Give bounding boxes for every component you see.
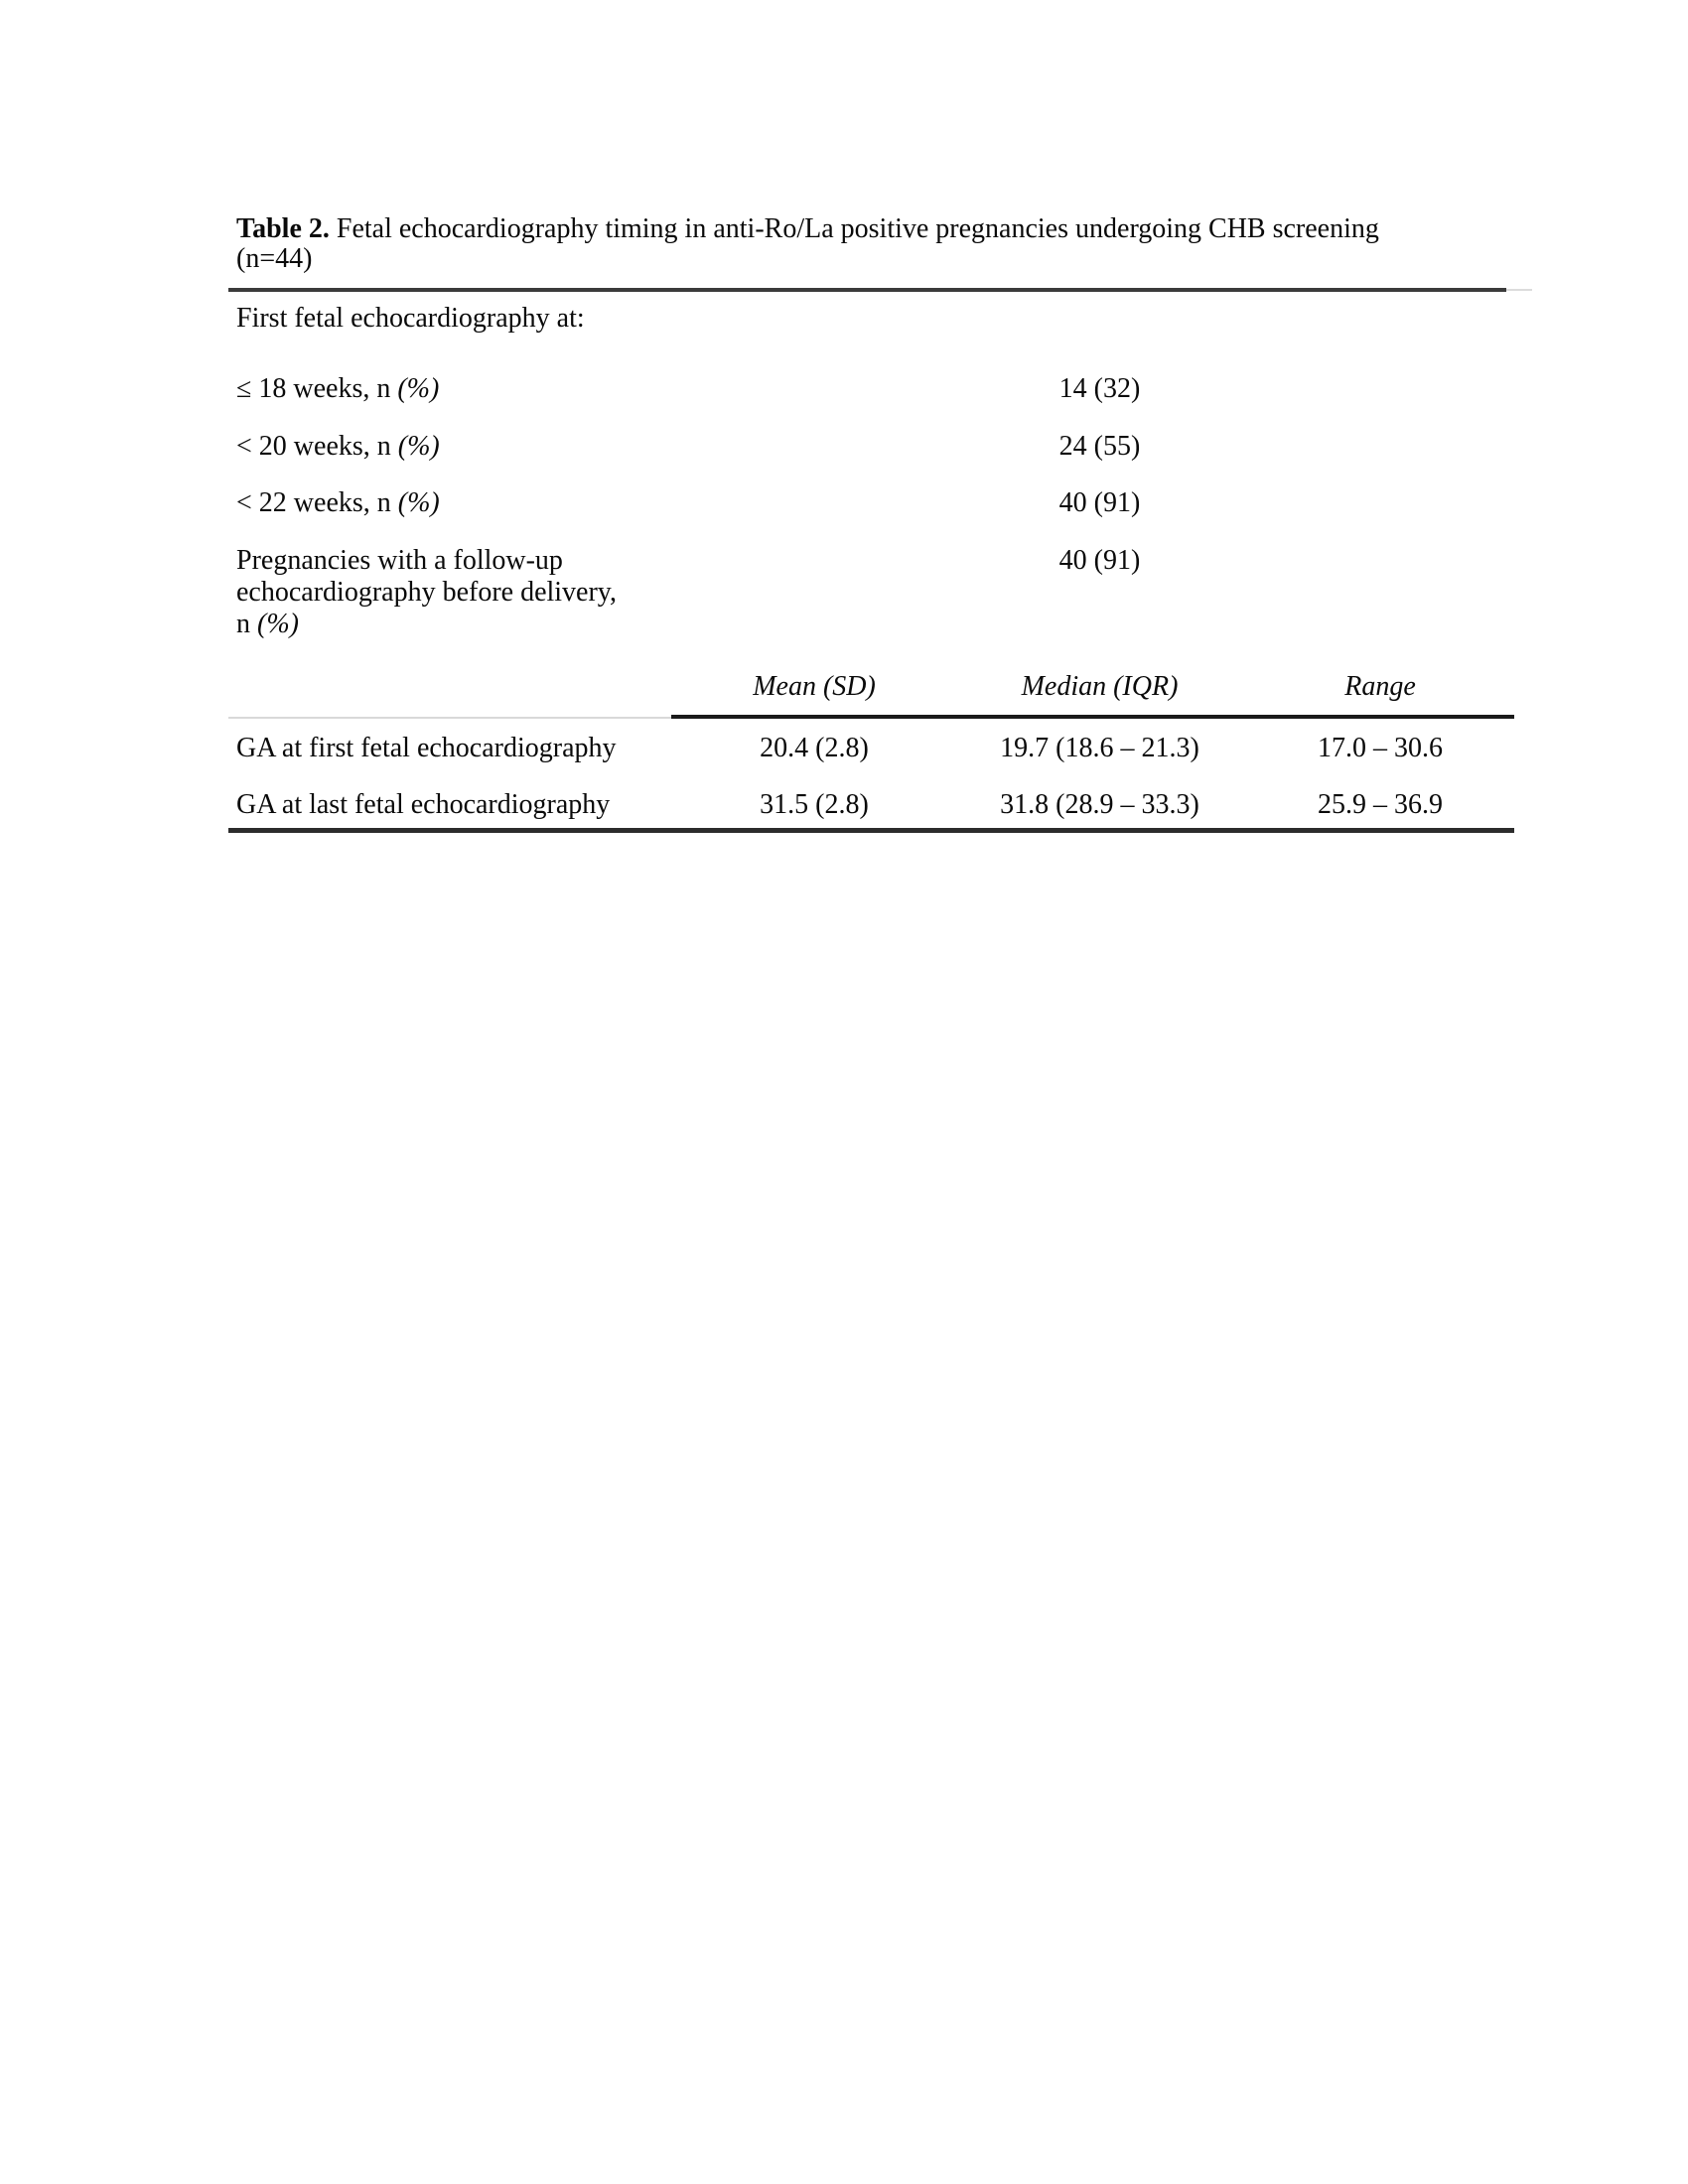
row-label <box>228 487 675 519</box>
table-bottom-rule <box>228 828 1514 833</box>
row-label-line2: echocardiography before delivery, <box>236 577 617 608</box>
row-value-mean: 20.4 (2.8) <box>760 733 869 763</box>
table-row <box>228 545 1514 640</box>
row-value-median: 19.7 (18.6 – 21.3) <box>1000 733 1199 763</box>
row-label <box>228 431 675 463</box>
row-label-text: < 20 weeks, n <box>236 431 398 462</box>
section-header: First fetal echocardiography at: <box>236 303 585 334</box>
table-row <box>228 431 1514 463</box>
row-value: 40 (91) <box>1058 487 1141 518</box>
table-caption-sample-size: (n=44) <box>236 243 313 274</box>
row-label: GA at first fetal echocardiography <box>236 733 617 763</box>
row-label <box>228 373 675 405</box>
row-label-percent: (%) <box>257 609 299 639</box>
row-label-line3: n <box>236 609 257 639</box>
row-label: GA at last fetal echocardiography <box>236 789 611 820</box>
row-value: 40 (91) <box>1058 545 1141 576</box>
row-value: 14 (32) <box>1058 373 1141 404</box>
table-caption-number: Table 2. <box>236 213 330 244</box>
column-header-mean: Mean (SD) <box>753 671 876 702</box>
table-caption <box>236 214 1519 274</box>
row-label-text: < 22 weeks, n <box>236 487 398 518</box>
table-row <box>228 789 1514 821</box>
row-value-range: 17.0 – 30.6 <box>1318 733 1443 763</box>
column-header-median: Median (IQR) <box>1021 671 1179 702</box>
row-value: 24 (55) <box>1058 431 1141 462</box>
table-top-rule-tail <box>1506 289 1532 291</box>
row-value-range: 25.9 – 36.9 <box>1318 789 1443 820</box>
column-header-range: Range <box>1344 671 1416 702</box>
table-top-rule <box>228 288 1506 292</box>
row-label-percent: (%) <box>397 373 440 404</box>
row-label-line1: Pregnancies with a follow-up <box>236 545 563 576</box>
row-label <box>228 545 675 640</box>
row-value-median: 31.8 (28.9 – 33.3) <box>1000 789 1199 820</box>
table-row <box>228 373 1514 405</box>
table-row <box>228 487 1514 519</box>
stats-header-row <box>228 671 1514 703</box>
stats-header-rule-dark <box>671 715 1514 719</box>
stats-header-rule-light <box>228 717 671 719</box>
row-label-percent: (%) <box>397 487 440 518</box>
row-value-mean: 31.5 (2.8) <box>760 789 869 820</box>
row-label-percent: (%) <box>397 431 440 462</box>
table-caption-text: Fetal echocardiography timing in anti-Ro/La positive pregnancies undergoing CHB screening <box>329 213 1379 244</box>
table-row <box>228 733 1514 764</box>
row-label-text: ≤ 18 weeks, n <box>236 373 398 404</box>
